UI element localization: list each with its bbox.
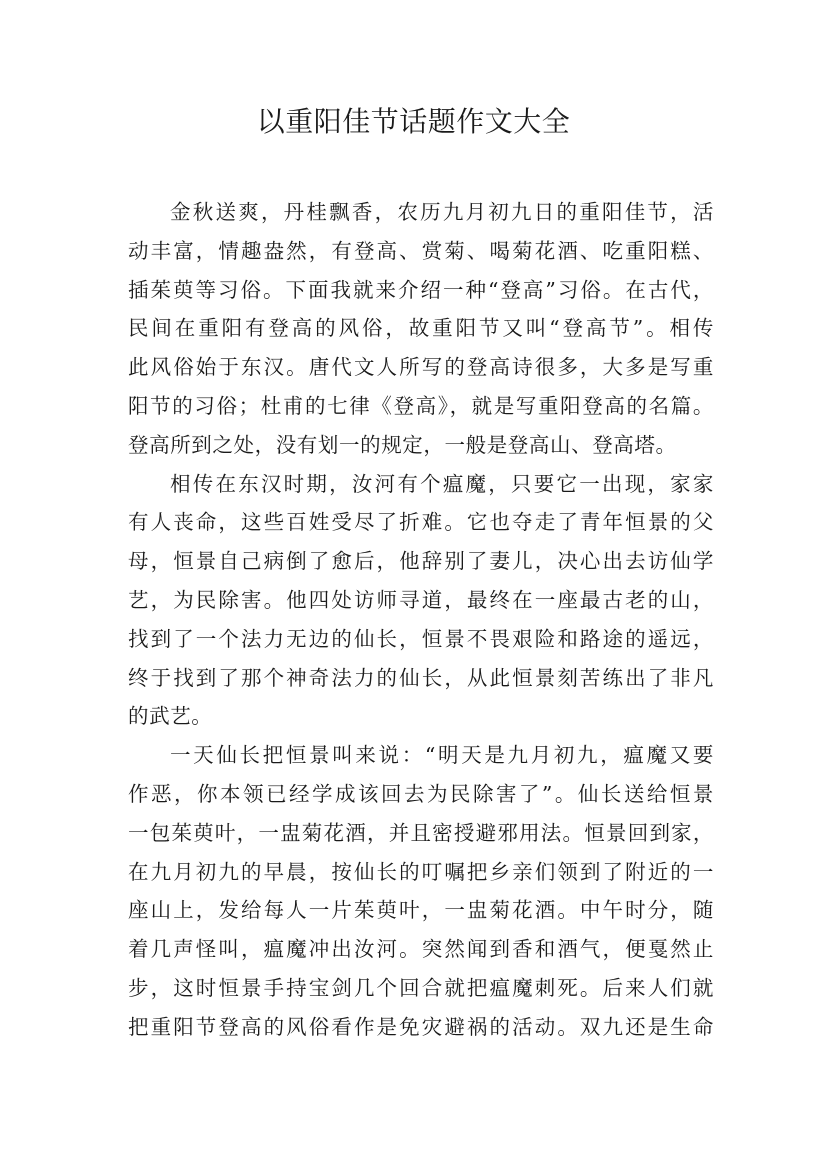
paragraph-2-line-4: 艺，为民除害。他四处访师寻道，最终在一座最古老的山， xyxy=(128,587,714,612)
paragraph-1-line-6: 阳节的习俗；杜甫的七律《登高》，就是写重阳登高的名篇。 xyxy=(128,393,714,418)
paragraph-1-line-5: 此风俗始于东汉。唐代文人所写的登高诗很多，大多是写重 xyxy=(128,355,714,380)
paragraph-2-line-3: 母，恒景自己病倒了愈后，他辞别了妻儿，决心出去访仙学 xyxy=(128,549,714,574)
paragraph-2-line-7: 的武艺。 xyxy=(128,704,213,729)
paragraph-1-line-3: 插茱萸等习俗。下面我就来介绍一种“登高”习俗。在古代， xyxy=(128,277,714,302)
paragraph-3-line-7: 步，这时恒景手持宝剑几个回合就把瘟魔刺死。后来人们就 xyxy=(128,975,714,1000)
paragraph-3-line-4: 在九月初九的早晨，按仙长的叮嘱把乡亲们领到了附近的一 xyxy=(128,859,714,884)
document-title: 以重阳佳节话题作文大全 xyxy=(256,105,571,138)
paragraph-1-line-4: 民间在重阳有登高的风俗，故重阳节又叫“登高节”。相传 xyxy=(128,316,714,341)
paragraph-2-line-1: 相传在东汉时期，汝河有个瘟魔，只要它一出现，家家 xyxy=(170,471,714,496)
paragraph-1-line-7: 登高所到之处，没有划一的规定，一般是登高山、登高塔。 xyxy=(128,432,677,457)
paragraph-3-line-8: 把重阳节登高的风俗看作是免灾避祸的活动。双九还是生命 xyxy=(128,1014,714,1039)
paragraph-3-line-5: 座山上，发给每人一片茱萸叶，一盅菊花酒。中午时分，随 xyxy=(128,898,714,923)
paragraph-3-line-1: 一天仙长把恒景叫来说：“明天是九月初九，瘟魔又要 xyxy=(170,743,714,768)
paragraph-2-line-2: 有人丧命，这些百姓受尽了折难。它也夺走了青年恒景的父 xyxy=(128,510,714,535)
document-body xyxy=(128,193,714,1047)
paragraph-1-line-2: 动丰富，情趣盎然，有登高、赏菊、喝菊花酒、吃重阳糕、 xyxy=(128,238,714,263)
paragraph-3-line-3: 一包茱萸叶，一盅菊花酒，并且密授避邪用法。恒景回到家， xyxy=(128,820,714,845)
paragraph-2-line-6: 终于找到了那个神奇法力的仙长，从此恒景刻苦练出了非凡 xyxy=(128,665,714,690)
paragraph-3-line-6: 着几声怪叫，瘟魔冲出汝河。突然闻到香和酒气，便戛然止 xyxy=(128,937,714,962)
paragraph-3-line-2: 作恶，你本领已经学成该回去为民除害了”。仙长送给恒景 xyxy=(128,781,714,806)
paragraph-1-line-1: 金秋送爽，丹桂飘香，农历九月初九日的重阳佳节，活 xyxy=(170,200,714,224)
paragraph-2-line-5: 找到了一个法力无边的仙长，恒景不畏艰险和路途的遥远， xyxy=(128,626,714,651)
